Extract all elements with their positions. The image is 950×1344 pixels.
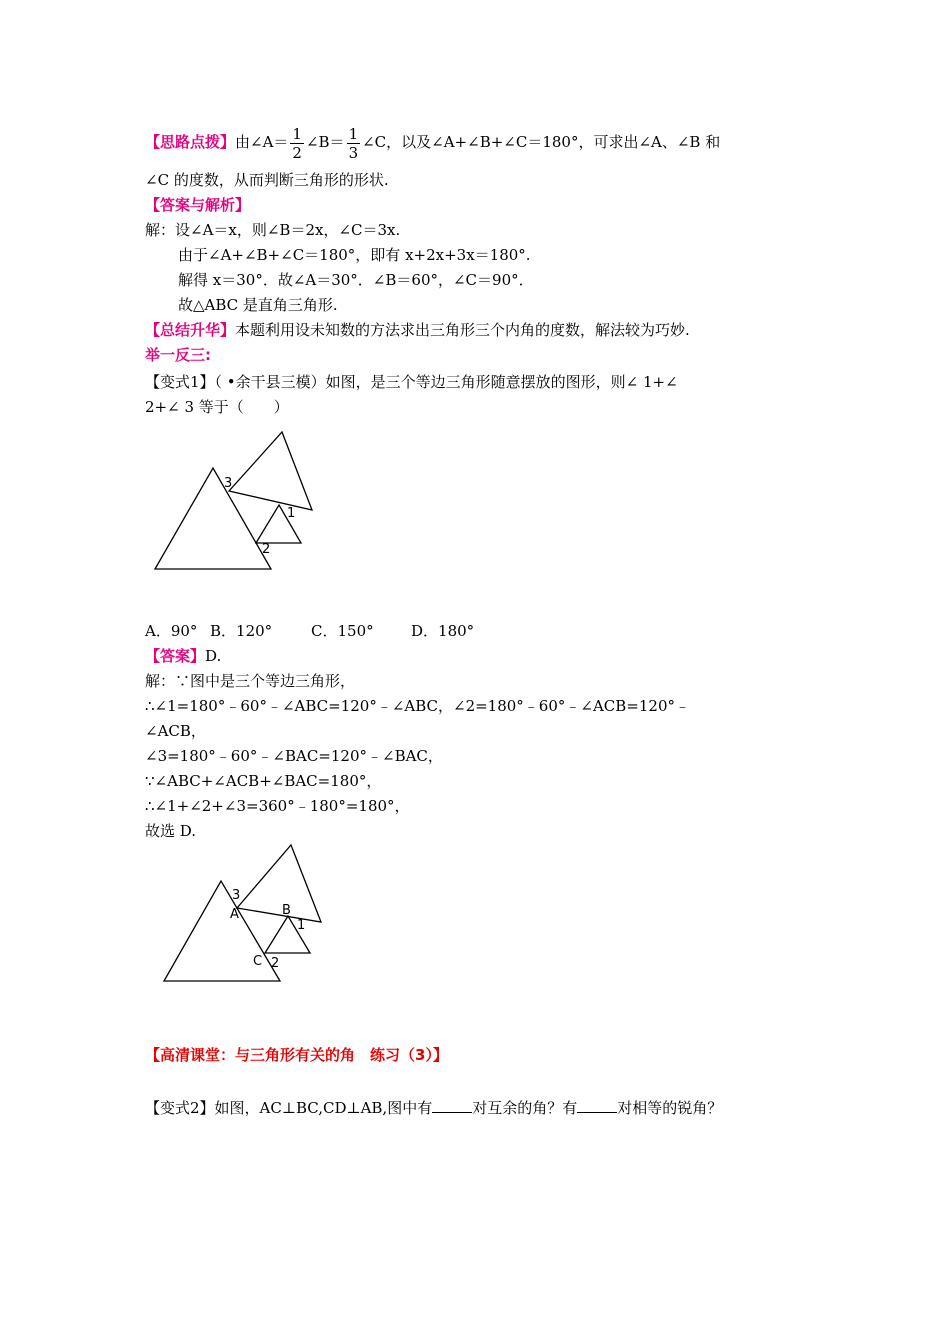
solution1-line-4: 故△ABC 是直角三角形. — [178, 296, 338, 314]
summary-text: 本题利用设未知数的方法求出三角形三个内角的度数，解法较为巧妙. — [235, 321, 690, 339]
practice-header: 举一反三: — [145, 346, 211, 364]
solution2-line-2: ∴∠1=180°﹣60°﹣∠ABC=120°﹣∠ABC，∠2=180°﹣60°﹣∠ACB=120°﹣ — [145, 697, 690, 715]
fraction-one-third: $\frac{1}{3}$ — [348, 124, 359, 162]
option-c: C．150° — [311, 622, 374, 640]
section-title: 【高清课堂：与三角形有关的角 练习（3）】 — [145, 1046, 448, 1064]
option-d: D．180° — [411, 622, 475, 640]
solution1-line-3: 解得 x＝30°．故∠A＝30°．∠B＝60°，∠C＝90°． — [178, 271, 534, 289]
variant2-line — [145, 1098, 722, 1118]
answer2-text: D. — [205, 647, 222, 665]
label-angle-1: 1 — [287, 506, 296, 521]
option-b: B．120° — [210, 622, 273, 640]
label-angle-2: 2 — [262, 542, 271, 557]
solution2-line-6: ∴∠1+∠2+∠3=360°﹣180°=180°， — [145, 797, 410, 815]
label-vertex-a: A — [230, 907, 239, 922]
analysis-text-mid: ∠B＝ — [305, 133, 345, 151]
label-vertex-b: B — [282, 903, 291, 918]
variant1-line-2: 2+∠ 3 等于（ ） — [145, 398, 289, 416]
solution2-line-7: 故选 D. — [145, 822, 197, 840]
top-triangle — [229, 432, 312, 510]
analysis-text-post: ∠C，以及∠A+∠B+∠C＝180°，可求出∠A、∠B 和 — [362, 133, 721, 151]
figure-triangles-1 — [145, 425, 385, 585]
summary-tag: 【总结升华】 — [145, 321, 236, 339]
label-angle-2: 2 — [271, 956, 280, 971]
solution1-line-2: 由于∠A+∠B+∠C＝180°，即有 x+2x+3x＝180°. — [178, 246, 531, 264]
label-angle-3: 3 — [224, 476, 233, 491]
solution2-line-1: 解：∵图中是三个等边三角形， — [145, 672, 356, 690]
summary-line — [145, 320, 690, 340]
solution2-line-4: ∠3=180°﹣60°﹣∠BAC=120°﹣∠BAC， — [145, 747, 443, 765]
label-angle-3: 3 — [232, 888, 241, 903]
label-angle-1: 1 — [297, 918, 306, 933]
answer-header: 【答案与解析】 — [145, 196, 251, 214]
answer2-tag: 【答案】 — [145, 647, 206, 665]
analysis-text-pre: 由∠A＝ — [235, 133, 289, 151]
label-vertex-c: C — [253, 954, 263, 969]
variant1-line-1: 【变式1】（ •余干县三模）如图，是三个等边三角形随意摆放的图形，则∠ 1+∠ — [145, 373, 678, 391]
top-triangle — [237, 845, 321, 922]
analysis-line-2: ∠C 的度数，从而判断三角形的形状. — [145, 171, 389, 189]
solution2-line-3: ∠ACB， — [145, 722, 206, 740]
solution1-line-1: 解：设∠A＝x，则∠B＝2x，∠C＝3x. — [145, 221, 401, 239]
answer2-line — [145, 646, 221, 666]
variant2-text-mid: 对互余的角？有 — [472, 1099, 578, 1117]
analysis-line-1 — [145, 124, 720, 162]
variant2-text-pre: 【变式2】如图，AC⊥BC,CD⊥AB,图中有 — [145, 1099, 433, 1117]
analysis-tag: 【思路点拨】 — [145, 133, 236, 151]
blank-complementary-pairs[interactable] — [432, 1098, 472, 1113]
blank-equal-acute-pairs[interactable] — [577, 1098, 617, 1113]
large-triangle — [155, 468, 271, 569]
option-a: A．90° — [145, 622, 198, 640]
figure-triangles-2 — [155, 838, 395, 988]
variant2-text-post: 对相等的锐角？ — [617, 1099, 723, 1117]
large-triangle — [164, 881, 280, 981]
fraction-one-half: $\frac{1}{2}$ — [292, 124, 302, 162]
solution2-line-5: ∵∠ABC+∠ACB+∠BAC=180°， — [145, 772, 382, 790]
